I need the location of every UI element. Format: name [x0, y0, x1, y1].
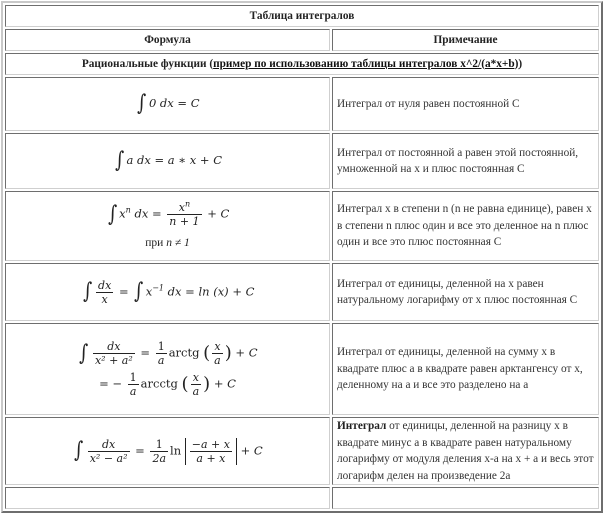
formula-rhs: ln (x) + C — [198, 284, 255, 298]
integral-sign-icon: ∫ — [134, 279, 144, 304]
integrand-base: x — [119, 206, 126, 221]
integrand: a dx — [126, 153, 151, 167]
formula-main — [10, 201, 325, 228]
differential: dx — [134, 206, 149, 221]
constant-term: + C — [207, 206, 230, 221]
section-header-rational-functions — [5, 53, 599, 75]
fraction-denominator: a — [214, 354, 221, 367]
equals-sign: = — [140, 345, 151, 360]
fraction-denominator: a + x — [196, 451, 226, 465]
fraction-denominator: x² + a² — [94, 354, 133, 367]
column-header-note: Примечание — [332, 29, 599, 51]
integral-sign-icon: ∫ — [82, 279, 92, 304]
fraction-numerator: 1 — [157, 340, 165, 353]
equals-sign: = — [118, 284, 129, 298]
equals-sign: = — [151, 206, 162, 221]
condition-expression: n ≠ 1 — [166, 237, 190, 249]
right-paren-icon: ) — [203, 373, 211, 395]
fraction — [96, 279, 113, 306]
fraction-denominator: n + 1 — [169, 215, 200, 228]
fraction — [167, 201, 201, 228]
fraction-denominator: a — [157, 354, 165, 367]
fraction — [88, 438, 130, 465]
formula-cell — [5, 487, 330, 509]
fraction-numerator: dx — [93, 340, 135, 354]
coefficient-fraction — [156, 340, 167, 367]
fraction-denominator: a — [129, 385, 137, 398]
function-name: ln — [170, 443, 182, 457]
table-row — [5, 133, 599, 189]
constant-term: + C — [240, 443, 263, 457]
function-name: arcctg — [140, 376, 178, 391]
formula-line-2 — [10, 371, 325, 398]
condition-prefix: при — [145, 237, 164, 249]
note-cell: Интеграл от единицы, деленной на x равен натуральному логарифму от x плюс постоянная C — [332, 263, 599, 321]
numerator-base: x — [178, 201, 185, 214]
fraction-numerator: 1 — [150, 438, 168, 452]
absolute-value — [185, 438, 237, 465]
formula-cell — [5, 77, 330, 131]
integral-sign-icon: ∫ — [137, 91, 147, 116]
fraction-numerator: −a + x — [191, 437, 230, 451]
note-cell — [332, 417, 599, 485]
formula-cell — [5, 263, 330, 321]
coefficient-fraction — [150, 438, 168, 465]
integral-sign-icon: ∫ — [74, 438, 84, 463]
table-row — [5, 263, 599, 321]
integrand-base: x — [145, 284, 153, 298]
left-paren-icon: ( — [181, 373, 189, 395]
fraction-numerator: dx — [98, 278, 112, 292]
fraction-numerator — [167, 201, 201, 215]
table-row — [5, 191, 599, 261]
note-cell: Интеграл от единицы, деленной на сумму x в квадрате плюс а в квадрате равен арктангенсу от x, деленному на а и все это разделено на а — [332, 323, 599, 415]
constant-term: + C — [213, 376, 236, 391]
table-title: Таблица интегралов — [5, 5, 599, 27]
fraction-denominator: x — [101, 292, 108, 306]
table-row — [5, 417, 599, 485]
table-row-partial — [5, 487, 599, 509]
note-cell — [332, 487, 599, 509]
example-link[interactable]: пример по использованию таблицы интегралов x^2/(a*x+b) — [213, 57, 519, 70]
fraction-denominator: x² − a² — [89, 451, 128, 465]
integral-sign-icon: ∫ — [115, 148, 125, 173]
formula-cell — [5, 133, 330, 189]
constant-term: + C — [235, 345, 258, 360]
formula-rhs: = a ∗ x + C — [154, 153, 222, 167]
left-paren-icon: ( — [203, 342, 211, 364]
integral-sign-icon: ∫ — [107, 201, 117, 227]
function-name: arctg — [168, 345, 200, 360]
integrals-table — [1, 1, 603, 513]
fraction-numerator: dx — [88, 438, 130, 452]
formula-cell — [5, 417, 330, 485]
note-bold-word: Интеграл — [337, 420, 387, 432]
formula-rhs: = C — [177, 96, 200, 110]
table-row — [5, 323, 599, 415]
section-suffix: ) — [518, 57, 523, 70]
note-cell: Интеграл от нуля равен постоянной C — [332, 77, 599, 131]
argument-fraction — [212, 340, 223, 367]
section-prefix: Рациональные функции ( — [81, 57, 214, 70]
coefficient-fraction — [128, 371, 139, 398]
argument-fraction — [191, 371, 202, 398]
note-cell: Интеграл x в степени n (n не равна единице), равен x в степени n плюс один и все это деленное на n плюс один и все это плюс постоянная C — [332, 191, 599, 261]
equals-sign: = − — [99, 376, 123, 391]
integrand-exponent: −1 — [152, 283, 164, 293]
note-text: от единицы, деленной на разницу x в квадрате минус а в квадрате равен натуральному логарифму от модуля деления x-a на x + a и весь этот логарифм делен на произведение 2a — [337, 420, 594, 482]
integral-sign-icon: ∫ — [79, 340, 89, 366]
numerator-exponent: n — [184, 199, 191, 209]
formula-line-1 — [10, 340, 325, 367]
fraction-numerator: x — [191, 371, 202, 385]
equals-sign: = — [135, 443, 145, 457]
fraction-denominator: 2a — [152, 451, 167, 465]
integrand: 0 dx — [148, 96, 174, 110]
table-row — [5, 77, 599, 131]
formula-cell — [5, 191, 330, 261]
equals-sign: = — [185, 284, 195, 298]
note-cell: Интеграл от постоянной а равен этой постоянной, умноженной на x и плюс постоянная C — [332, 133, 599, 189]
differential: dx — [167, 284, 182, 298]
abs-fraction — [190, 438, 232, 465]
fraction — [93, 340, 135, 367]
integrand-exponent: n — [125, 205, 131, 215]
fraction-numerator: 1 — [129, 371, 137, 384]
right-paren-icon: ) — [224, 342, 232, 364]
formula-cell — [5, 323, 330, 415]
fraction-denominator: a — [192, 385, 200, 398]
column-header-formula: Формула — [5, 29, 330, 51]
formula-condition — [10, 236, 325, 251]
fraction-numerator: x — [212, 340, 223, 354]
